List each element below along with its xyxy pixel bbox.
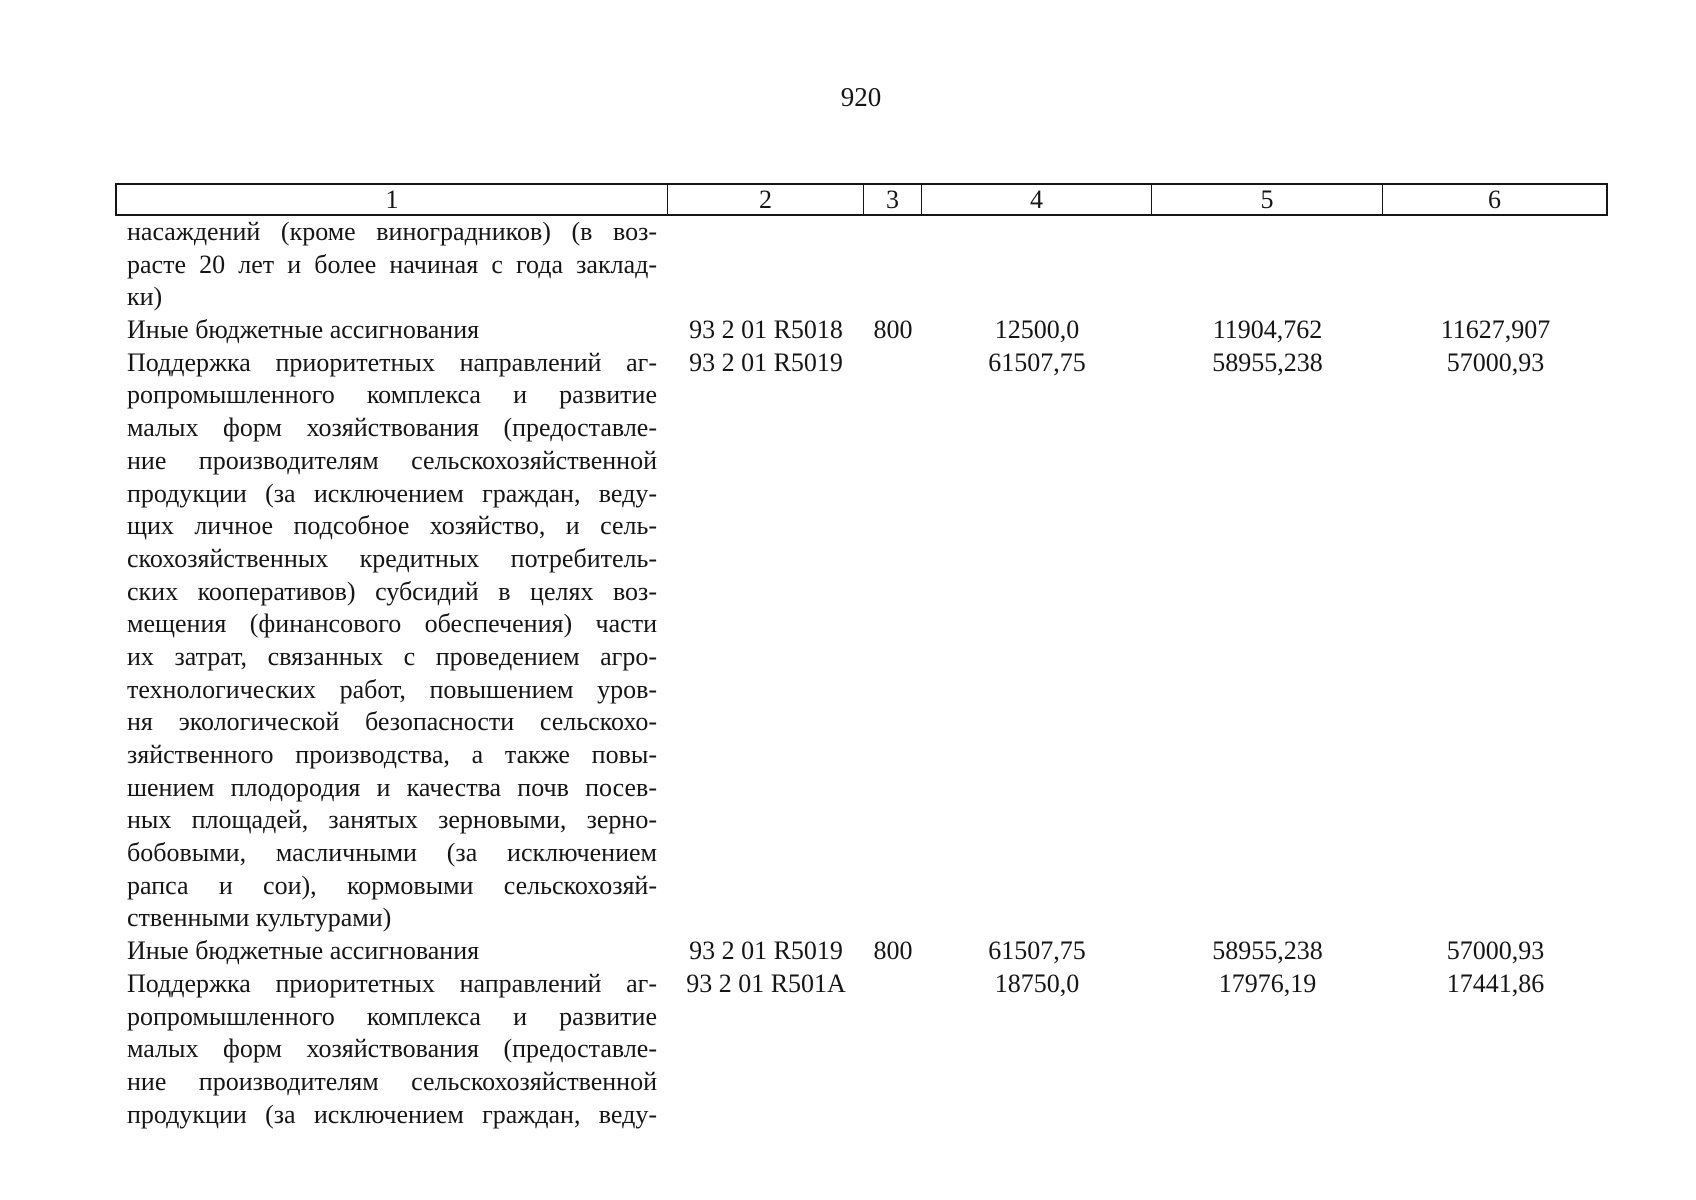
row-description [115, 314, 668, 347]
table-row [115, 935, 1608, 968]
table-header [115, 183, 1608, 216]
row-expense-type [864, 216, 922, 249]
row-amount-col6: 57000,93 [1446, 347, 1545, 377]
table-row [115, 314, 1608, 347]
table-row [115, 968, 1608, 1131]
row-code: 93 2 01 R5019 [689, 936, 843, 966]
header-cell-4: 4 [922, 185, 1152, 214]
description-line: ние производителям сельскохозяйственной [127, 445, 657, 475]
row-amount-col4: 12500,0 [994, 315, 1080, 345]
description-line: бобовыми, масличными (за исключением [127, 838, 657, 868]
row-amount-col4: 18750,0 [994, 968, 1080, 998]
row-expense-type: 800 [873, 936, 913, 966]
header-cell-1: 1 [117, 185, 668, 214]
description-line: Поддержка приоритетных направлений аг- [127, 968, 657, 998]
description-line: малых форм хозяйствования (предоставле- [127, 1034, 657, 1064]
row-expense-type [864, 347, 922, 380]
table-row [115, 347, 1608, 935]
row-amount-col4 [922, 216, 1152, 249]
description-line: ных площадей, занятых зерновыми, зерно- [127, 805, 657, 835]
header-cell-6: 6 [1488, 185, 1501, 214]
description-line: шением плодородия и качества почв посев- [127, 772, 657, 802]
description-line: Иные бюджетные ассигнования [127, 315, 480, 345]
row-amount-col5: 11904,762 [1212, 315, 1323, 345]
row-amount-col4: 61507,75 [988, 347, 1086, 377]
description-line: ских кооперативов) субсидий в целях воз- [127, 576, 657, 606]
description-line: скохозяйственных кредитных потребитель- [127, 543, 657, 573]
row-amount-col5: 58955,238 [1212, 936, 1323, 966]
row-description [115, 968, 668, 1131]
row-amount-col6: 17441,86 [1446, 968, 1545, 998]
description-line: технологических работ, повышением уров- [127, 674, 657, 704]
description-line: их затрат, связанных с проведением агро- [127, 641, 657, 671]
description-line: насаждений (кроме виноградников) (в воз- [127, 217, 657, 246]
row-code: 93 2 01 R5019 [689, 347, 843, 377]
description-line: ня экологической безопасности сельскохо- [127, 707, 657, 737]
table-row [115, 216, 1608, 314]
description-line: ственными культурами) [127, 903, 392, 933]
header-cell-5: 5 [1152, 185, 1383, 214]
row-description [115, 347, 668, 935]
row-amount-col5 [1152, 216, 1383, 249]
description-line: продукции (за исключением граждан, веду- [127, 1099, 657, 1129]
description-line: расте 20 лет и более начиная с года заклад- [127, 249, 657, 279]
row-amount-col5: 58955,238 [1212, 347, 1323, 377]
description-line: мещения (финансового обеспечения) части [127, 609, 657, 639]
page-number: 920 [840, 82, 882, 112]
row-description [115, 935, 668, 968]
row-amount-col6 [1383, 216, 1608, 249]
row-code: 93 2 01 R501A [686, 968, 846, 998]
description-line: зяйственного производства, а также повы- [127, 740, 657, 770]
description-line: малых форм хозяйствования (предоставле- [127, 413, 657, 443]
row-code [668, 216, 864, 249]
description-line: ние производителям сельскохозяйственной [127, 1066, 657, 1096]
row-expense-type [864, 968, 922, 1001]
header-cell-2: 2 [668, 185, 864, 214]
description-line: Иные бюджетные ассигнования [127, 936, 480, 966]
description-line: ропромышленного комплекса и развитие [127, 1001, 657, 1031]
row-code: 93 2 01 R5018 [689, 315, 843, 345]
description-line: щих личное подсобное хозяйство, и сель- [127, 511, 657, 541]
row-amount-col6: 57000,93 [1446, 936, 1545, 966]
row-description [115, 216, 668, 314]
header-cell-3: 3 [864, 185, 922, 214]
description-line: ки) [127, 282, 163, 312]
description-line: ропромышленного комплекса и развитие [127, 380, 657, 410]
budget-table [115, 183, 1608, 1131]
row-amount-col4: 61507,75 [988, 936, 1086, 966]
row-amount-col6: 11627,907 [1440, 315, 1551, 345]
description-line: продукции (за исключением граждан, веду- [127, 478, 657, 508]
description-line: Поддержка приоритетных направлений аг- [127, 347, 657, 377]
row-expense-type: 800 [873, 315, 913, 345]
row-amount-col5: 17976,19 [1218, 968, 1317, 998]
description-line: рапса и сои), кормовыми сельскохозяй- [127, 870, 657, 900]
